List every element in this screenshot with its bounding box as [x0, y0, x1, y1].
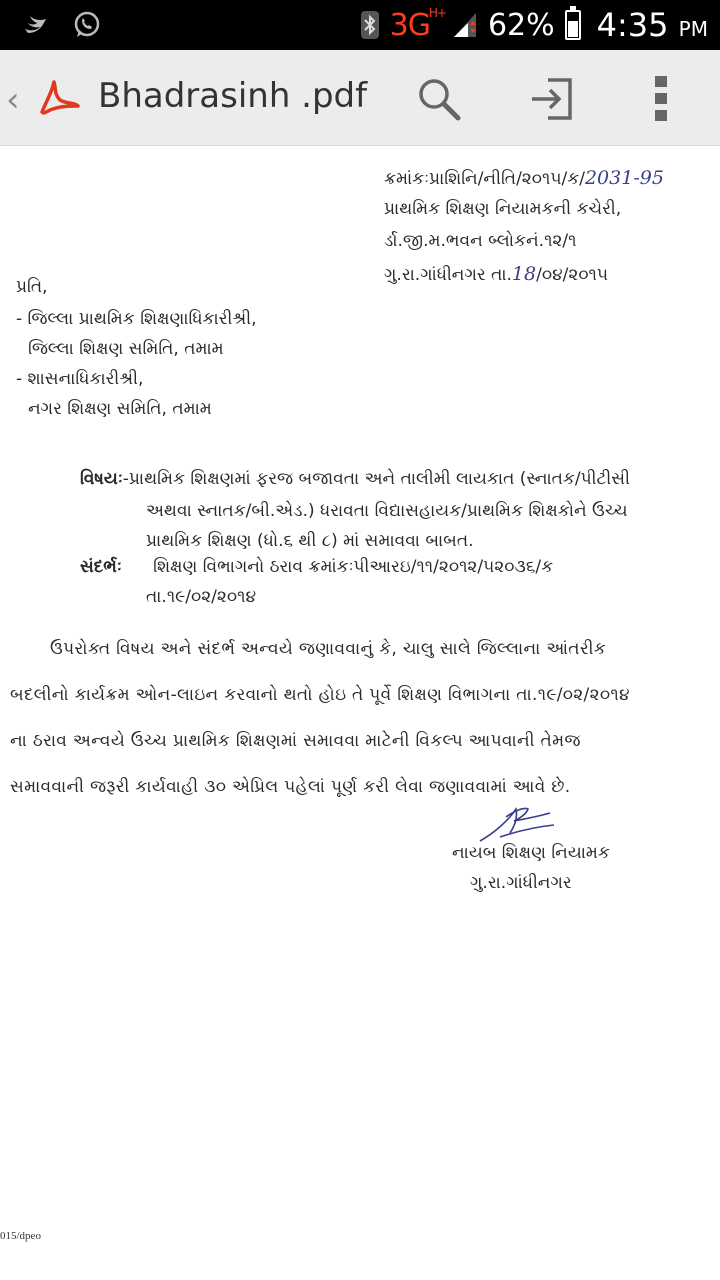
handwritten-letter-number: 2031-95 — [584, 167, 664, 189]
reference-text: શિક્ષણ વિભાગનો ઠરાવ ક્રમાંકઃપીઆરઇ/૧૧/૨૦૧૨/૫૨૦૩૬/ક — [153, 557, 554, 577]
signature-scribble — [470, 797, 560, 847]
bird-notification-icon — [22, 11, 50, 39]
subject-line — [80, 469, 630, 489]
subject-text: -પ્રાથમિક શિક્ષણમાં ફરજ બજાવતા અને તાલીમી લાયકાત (સ્નાતક/પીટીસી — [122, 469, 630, 489]
office-address: ર્ડા.જી.મ.ભવન બ્લોકનં.૧૨/૧ — [384, 231, 577, 251]
overflow-menu-icon[interactable] — [646, 74, 676, 124]
subject-line: અથવા સ્નાતક/બી.એડ.) ધરાવતા વિદ્યાસહાયક/પ્રાથમિક શિક્ષકોને ઉચ્ચ — [146, 501, 628, 521]
body-line: ઉપરોક્ત વિષય અને સંદર્ભ અન્વયે જણાવવાનું કે, ચાલુ સાલે જિલ્લાના આંતરીક — [50, 639, 607, 659]
subject-line: પ્રાથમિક શિક્ષણ (ધો.૬ થી ૮) માં સમાવવા બાબત. — [146, 531, 474, 551]
status-bar — [0, 0, 720, 50]
signal-strength-icon — [452, 11, 478, 39]
search-icon[interactable] — [414, 74, 464, 124]
recipient-line: જિલ્લા શિક્ષણ સમિતિ, તમામ — [28, 339, 224, 359]
pdf-app-icon[interactable] — [36, 78, 80, 118]
pdf-page — [0, 147, 720, 1280]
date-suffix: /૦૪/૨૦૧૫ — [536, 265, 609, 285]
bluetooth-icon — [360, 10, 380, 40]
battery-fill — [568, 21, 578, 37]
place-date-prefix: ગુ.રા.ગાંધીનગર તા. — [384, 265, 512, 285]
signatory-place: ગુ.રા.ગાંધીનગર — [470, 873, 572, 893]
office-name: પ્રાથમિક શિક્ષણ નિયામકની કચેરી, — [384, 199, 622, 219]
recipient-line: નગર શિક્ષણ સમિતિ, તમામ — [28, 399, 212, 419]
reference-date: તા.૧૯/૦૨/૨૦૧૪ — [146, 587, 256, 607]
reference-line — [80, 557, 553, 577]
letter-number-prefix: ક્રમાંકઃપ્રાશિનિ/નીતિ/૨૦૧૫/ક/ — [384, 169, 585, 189]
recipient-line: - શાસનાધિકારીશ્રી, — [16, 369, 144, 389]
clock: 4:35 PM — [596, 6, 708, 44]
signatory-title: નાયબ શિક્ષણ નિયામક — [452, 843, 610, 863]
app-bar — [0, 50, 720, 146]
back-chevron-icon[interactable]: ‹ — [6, 80, 20, 120]
footer-code: 015/dpeo — [0, 1230, 41, 1242]
letter-date-line — [384, 263, 608, 285]
whatsapp-icon — [72, 10, 102, 40]
network-type: 3G H+ — [389, 5, 446, 43]
battery-percent: 62% — [487, 7, 555, 43]
subject-label: વિષયઃ — [80, 469, 123, 489]
reference-label: સંદર્ભઃ — [80, 557, 122, 577]
document-title: Bhadrasinh .pdf — [98, 76, 368, 116]
body-line: ના ઠરાવ અન્વયે ઉચ્ચ પ્રાથમિક શિક્ષણમાં સમાવવા માટેની વિકલ્પ આપવાની તેમજ — [10, 731, 581, 751]
battery-icon — [565, 10, 581, 40]
letter-number-line — [384, 167, 664, 189]
prati-label: પ્રતિ, — [16, 277, 48, 297]
body-line: બદલીનો કાર્યક્રમ ઓન-લાઇન કરવાનો થતો હોઇ તે પૂર્વે શિક્ષણ વિભાગના તા.૧૯/૦૨/૨૦૧૪ — [10, 685, 630, 705]
handwritten-date: 18 — [511, 263, 537, 285]
body-line: સમાવવાની જરૂરી કાર્યવાહી ૩૦ એપ્રિલ પહેલાં પૂર્ણ કરી લેવા જણાવવામાં આવે છે. — [10, 777, 571, 797]
recipient-line: - જિલ્લા પ્રાથમિક શિક્ષણાધિકારીશ્રી, — [16, 309, 257, 329]
export-icon[interactable] — [526, 74, 576, 124]
